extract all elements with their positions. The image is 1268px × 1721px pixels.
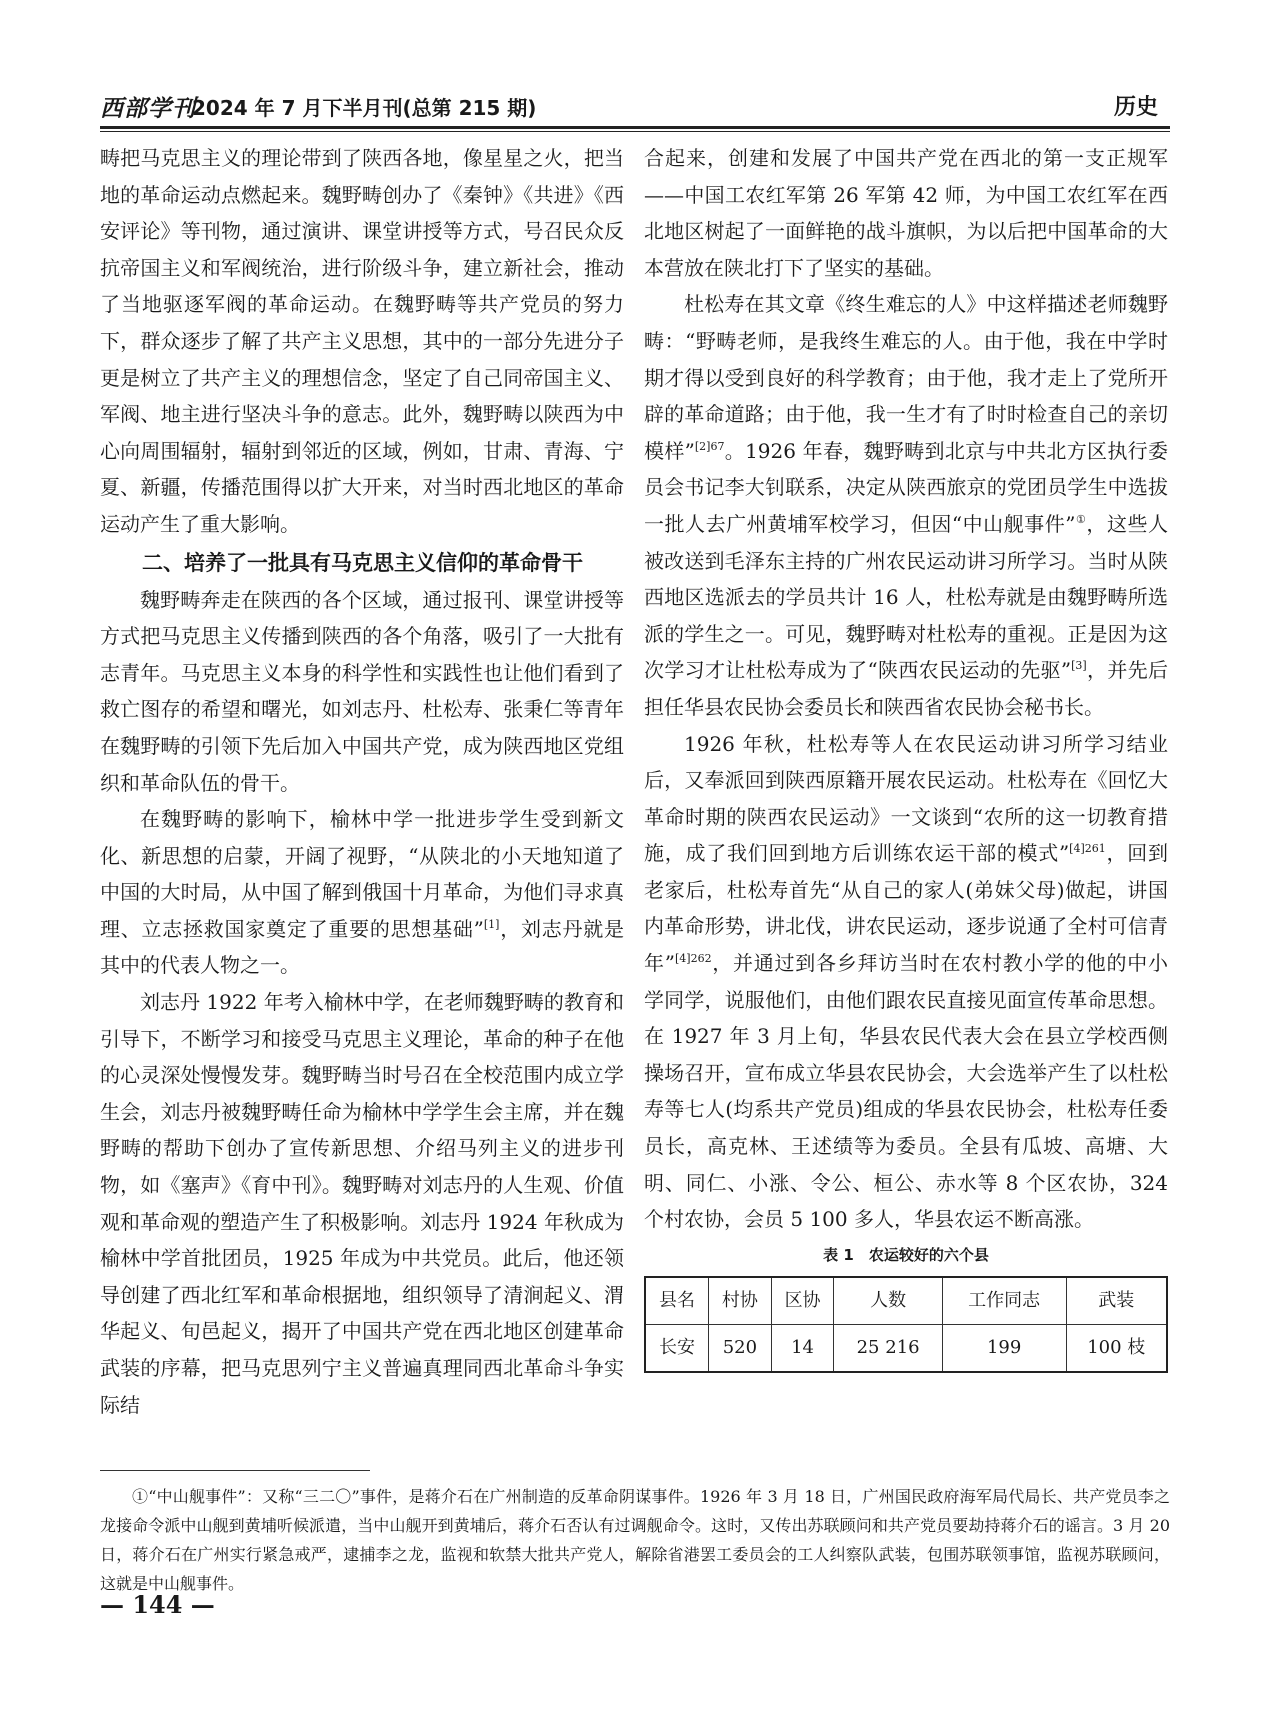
citation-ref: [2]67 [694,439,725,453]
page-number: — 144 — [100,1590,215,1619]
footnote-marker: ① [1075,512,1087,526]
header-rule-thin [100,131,1170,132]
paragraph: 畴把马克思主义的理论带到了陕西各地，像星星之火，把当地的革命运动点燃起来。魏野畴创办了《秦钟》《共进》《西安评论》等刊物，通过演讲、课堂讲授等方式，号召民众反抗帝国主义和军阀统治，进行阶级斗争，建立新社会，推动了当地驱逐军阀的革命运动。在魏野畴等共产党员的努力下，群众逐步了解了共产主义思想，其中的一部分先进分子更是树立了共产主义的理想信念，坚定了自己同帝国主义、军阀、地主进行坚决斗争的意志。此外，魏野畴以陕西为中心向周围辐射，辐射到邻近的区域，例如，甘肃、青海、宁夏、新疆，传播范围得以扩大开来，对当时西北地区的革命运动产生了重大影响。 [100,146,624,536]
paragraph: 刘志丹 1922 年考入榆林中学，在老师魏野畴的教育和引导下，不断学习和接受马克思主义理论，革命的种子在他的心灵深处慢慢发芽。魏野畴当时号召在全校范围内成立学生会，刘志丹被魏野畴任命为榆林中学学生会主席，并在魏野畴的帮助下创办了宣传新思想、介绍马列主义的进步刊物，如《塞声》《育中刊》。魏野畴对刘志丹的人生观、价值观和革命观的塑造产生了积极影响。刘志丹 1924 年秋成为榆林中学首批团员，1925 年成为中共党员。此后，他还领导创建了西北红军和革命根据地，组织领导了清涧起义、渭华起义、旬邑起义，揭开了中国共产党在西北地区创建革命武装的序幕，把马克思列宁主义普遍真理同西北革命斗争实际结 [100,990,624,1417]
table-cell: 长安 [645,1324,709,1372]
table-cell: 199 [942,1324,1066,1372]
table-header-cell: 县名 [645,1277,709,1325]
citation-ref: [1] [483,917,500,931]
text-run: 杜松寿在其文章《终生难忘的人》中这样描述老师魏野畴：“野畴老师，是我终生难忘的人。由于他，我在中学时期才得以受到良好的科学教育；由于他，我才走上了党所开辟的革命道路；由于他，我一生才有了时时检查自己的亲切模样” [644,292,1168,463]
section-title: 历史 [1113,95,1158,120]
footnote-text: ①“中山舰事件”：又称“三二〇”事件，是蒋介石在广州制造的反革命阴谋事件。1926 年 3 月 18 日，广州国民政府海军局代局长、共产党员李之龙接命令派中山舰到黄埔听候派遣，当中山舰开到黄埔后，蒋介石否认有过调舰命令。这时，又传出苏联顾问和共产党员要劫持蒋介石的谣言。3 月 20 日，蒋介石在广州实行紧急戒严，逮捕李之龙，监视和软禁大批共产党人，解除省港罢工委员会的工人纠察队武装，包围苏联领事馆，监视苏联顾问，这就是中山舰事件。 [100,1487,1170,1593]
text-run: ，回到老家后，杜松寿首先“从自己的家人(弟妹父母)做起，讲国内革命形势，讲北伐，讲农民运动，逐步说通了全村可信青年” [644,841,1168,976]
paragraph [644,286,1168,725]
text-run: ，这些人被改送到毛泽东主持的广州农民运动讲习所学习。当时从陕西地区选派去的学员共计 16 人，杜松寿就是由魏野畴所选派的学生之一。可见，魏野畴对杜松寿的重视。正是因为这次学习才让杜松寿成为了“陕西农民运动的先驱” [644,511,1168,683]
table-header-cell: 人数 [834,1277,942,1325]
table-caption: 表 1 农运较好的六个县 [823,1245,989,1264]
issue-info: 2024 年 7 月下半月刊(总第 215 期) [192,96,537,120]
text-run: ，刘志丹就是其中的代表人物之一。 [100,916,624,978]
header-rule [100,126,1170,129]
citation-ref: [3] [1071,659,1087,673]
footnote-rule [100,1470,370,1471]
table-cell: 520 [709,1324,772,1372]
citation-ref: [4]262 [674,952,712,966]
table-row [645,1324,1167,1372]
journal-logo: 西部学刊 [100,95,196,122]
table-header-row [645,1277,1167,1325]
table-cell: 100 枝 [1066,1324,1167,1372]
table-cell: 25 216 [834,1324,942,1372]
paragraph: 合起来，创建和发展了中国共产党在西北的第一支正规军——中国工农红军第 26 军第 42 师，为中国工农红军在西北地区树起了一面鲜艳的战斗旗帜，为以后把中国革命的大本营放在陕北打下了坚实的基础。 [644,146,1168,280]
table-header-cell: 武装 [1066,1277,1167,1325]
section-heading: 二、培养了一批具有马克思主义信仰的革命骨干 [142,550,583,575]
text-run: 1926 年秋，杜松寿等人在农民运动讲习所学习结业后，又奉派回到陕西原籍开展农民运动。杜松寿在《回忆大革命时期的陕西农民运动》一文谈到“农所的这一切教育措施，成了我们回到地方后训练农运干部的模式” [644,731,1168,866]
paragraph [644,726,1168,1238]
text-run: 。1926 年春，魏野畴到北京与中共北方区执行委员会书记李大钊联系，决定从陕西旅京的党团员学生中选拔一批人去广州黄埔军校学习，但因“中山舰事件” [644,438,1168,536]
paragraph [100,801,624,984]
text-run: 在魏野畴的影响下，榆林中学一批进步学生受到新文化、新思想的启蒙，开阔了视野，“从陕北的小天地知道了中国的大时局，从中国了解到俄国十月革命，为他们寻求真理、立志拯救国家奠定了重要的思想基础” [100,807,624,941]
paragraph: 魏野畴奔走在陕西的各个区域，通过报刊、课堂讲授等方式把马克思主义传播到陕西的各个角落，吸引了一大批有志青年。马克思主义本身的科学性和实践性也让他们看到了救亡图存的希望和曙光，如刘志丹、杜松寿、张秉仁等青年在魏野畴的引领下先后加入中国共产党，成为陕西地区党组织和革命队伍的骨干。 [100,587,624,795]
text-run: ，并先后担任华县农民协会委员长和陕西省农民协会秘书长。 [644,658,1169,719]
data-table [644,1276,1168,1373]
table-cell: 14 [771,1324,834,1372]
footnote [100,1482,1170,1598]
text-run: ，并通过到各乡拜访当时在农村教小学的他的中小学同学，说服他们，由他们跟农民直接见面宣传革命思想。在 1927 年 3 月上旬，华县农民代表大会在县立学校西侧操场召开，宣布成立华县农民协会，大会选举产生了以杜松寿等七人(均系共产党员)组成的华县农民协会，杜松寿任委员长，高克林、王述绩等为委员。全县有瓜坡、高塘、大明、同仁、小涨、令公、桓公、赤水等 8 个区农协，324 个村农协，会员 5 100 多人，华县农运不断高涨。 [644,951,1169,1232]
right-column [644,140,1168,1373]
table-header-cell: 工作同志 [942,1277,1066,1325]
table-header-cell: 区协 [771,1277,834,1325]
page-header [100,86,1170,126]
left-column [100,140,624,1423]
citation-ref: [4]261 [1069,842,1106,856]
table-header-cell: 村协 [709,1277,772,1325]
